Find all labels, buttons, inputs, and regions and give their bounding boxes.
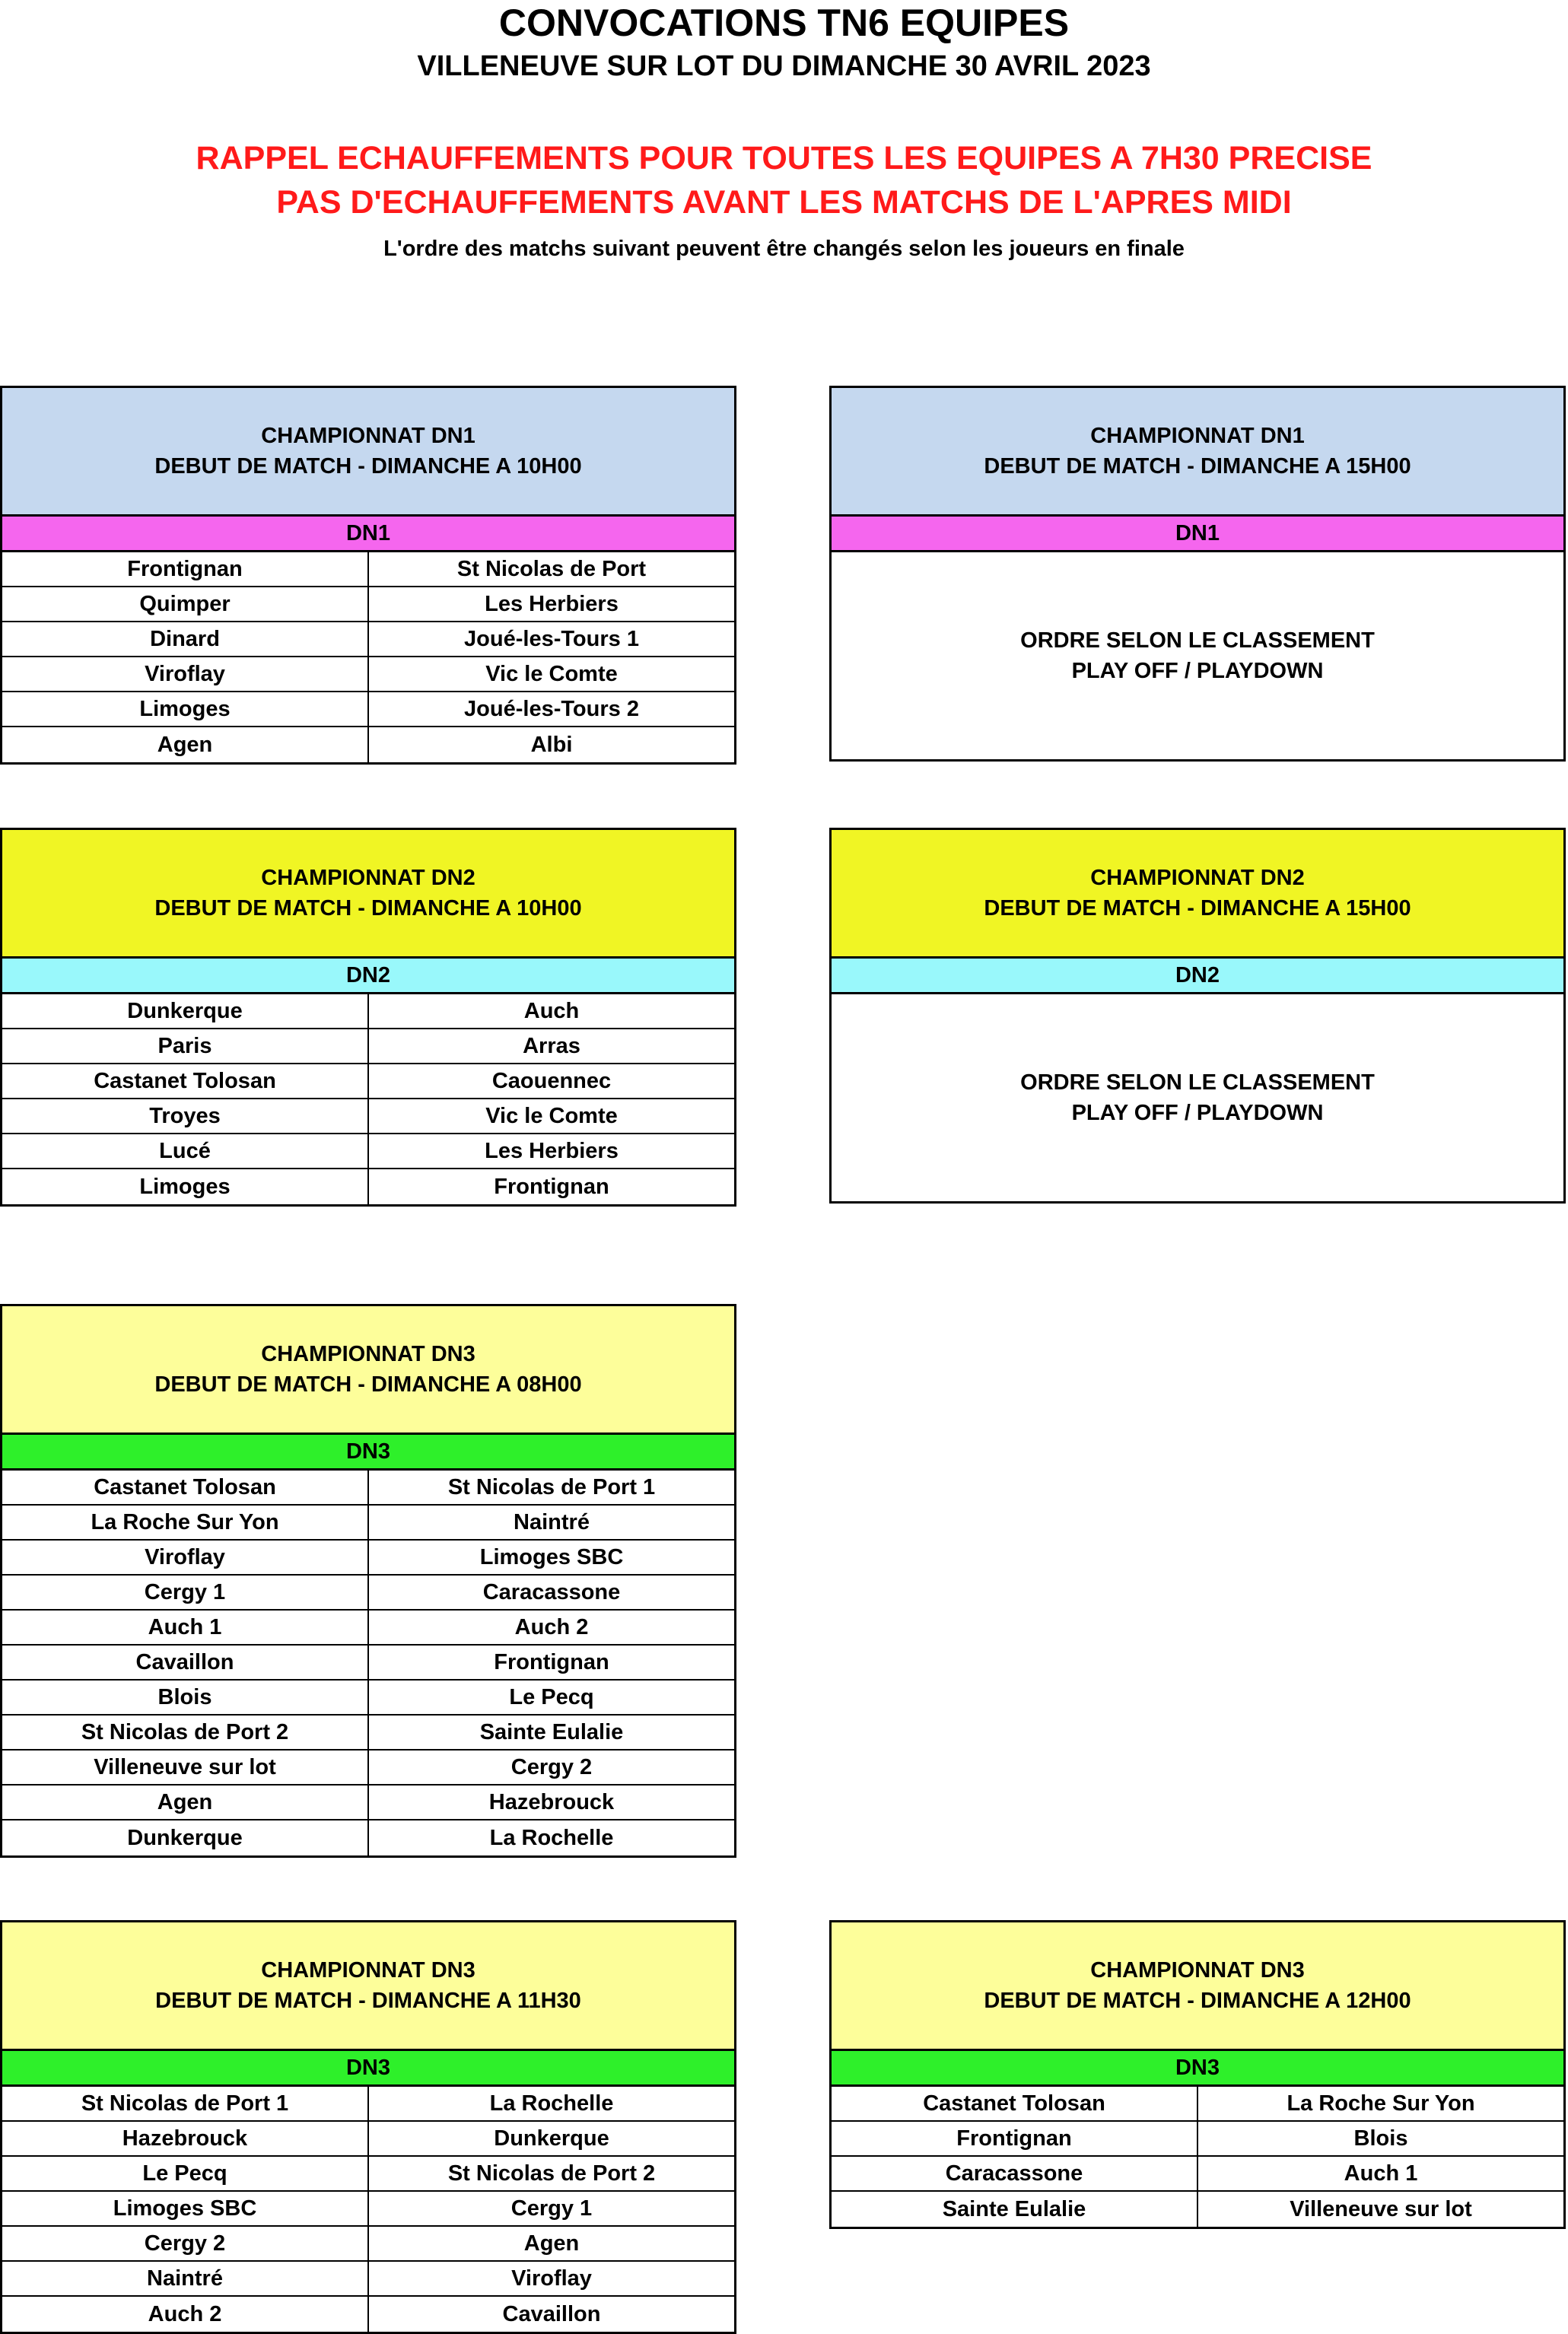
away-team: St Nicolas de Port 1: [447, 1474, 656, 1499]
dn2-10h00-block: [0, 828, 736, 1207]
away-team: Auch 2: [514, 1614, 589, 1639]
match-row: [2, 1134, 734, 1169]
match-row: [2, 2262, 734, 2297]
home-team: Sainte Eulalie: [832, 2192, 1198, 2227]
home-team: Blois: [2, 1681, 369, 1714]
away-team: St Nicolas de Port 2: [447, 2161, 656, 2186]
match-row: [2, 1785, 734, 1820]
away-team: Caracassone: [482, 1579, 621, 1604]
home-team: Hazebrouck: [2, 2122, 369, 2155]
block-header: [2, 1306, 734, 1435]
playoff-line: PLAY OFF / PLAYDOWN: [1071, 1101, 1324, 1125]
away-team: Les Herbiers: [485, 1138, 619, 1163]
home-team: Lucé: [2, 1134, 369, 1168]
match-table: [2, 994, 734, 1204]
match-row: [2, 692, 734, 727]
away-team: Caouennec: [491, 1068, 612, 1093]
order-line: ORDRE SELON LE CLASSEMENT: [1020, 1070, 1375, 1095]
home-team: Limoges: [2, 692, 369, 726]
away-team: Hazebrouck: [488, 1789, 615, 1814]
match-row: [2, 1646, 734, 1681]
match-row: [2, 1471, 734, 1506]
match-row: [2, 1820, 734, 1855]
dn1-15h00-block: [829, 386, 1566, 762]
home-team: Castanet Tolosan: [2, 1471, 369, 1504]
home-team: Frontignan: [832, 2122, 1198, 2155]
match-row: [2, 2087, 734, 2122]
match-row: [2, 2122, 734, 2157]
away-team: Vic le Comte: [485, 1103, 618, 1128]
match-row: [2, 1029, 734, 1064]
block-header: [832, 830, 1563, 959]
away-team: Le Pecq: [509, 1684, 594, 1709]
match-row: [2, 587, 734, 622]
match-row: [832, 2157, 1563, 2192]
away-team: Auch 1: [1344, 2161, 1418, 2186]
match-row: [2, 1541, 734, 1576]
home-team: Naintré: [2, 2262, 369, 2295]
home-team: Troyes: [2, 1099, 369, 1133]
championship-title: CHAMPIONNAT DN1: [261, 424, 475, 448]
away-team: Dunkerque: [494, 2126, 609, 2151]
away-team: Joué-les-Tours 2: [464, 696, 639, 721]
match-row: [2, 657, 734, 692]
match-row: [832, 2192, 1563, 2227]
home-team: Agen: [2, 727, 369, 762]
match-row: [2, 1611, 734, 1646]
home-team: Viroflay: [2, 1541, 369, 1574]
home-team: Dunkerque: [2, 1820, 369, 1855]
match-row: [2, 1169, 734, 1204]
home-team: Castanet Tolosan: [832, 2087, 1198, 2120]
away-team: Blois: [1353, 2126, 1408, 2151]
match-start-time: DEBUT DE MATCH - DIMANCHE A 15H00: [984, 454, 1411, 479]
division-band: DN2: [832, 959, 1563, 994]
home-team: Caracassone: [832, 2157, 1198, 2190]
no-warmup-afternoon-notice: PAS D'ECHAUFFEMENTS AVANT LES MATCHS DE L'APRES MIDI: [276, 184, 1292, 221]
away-team: La Roche Sur Yon: [1287, 2091, 1475, 2116]
division-band: DN3: [2, 2051, 734, 2087]
block-header: [832, 388, 1563, 517]
home-team: La Roche Sur Yon: [2, 1506, 369, 1539]
home-team: Cergy 2: [2, 2227, 369, 2260]
home-team: Castanet Tolosan: [2, 1064, 369, 1098]
match-row: [2, 2227, 734, 2262]
away-team: Frontignan: [494, 1174, 609, 1199]
home-team: Dunkerque: [2, 994, 369, 1028]
page-title: CONVOCATIONS TN6 EQUIPES: [498, 2, 1070, 44]
home-team: St Nicolas de Port 2: [2, 1716, 369, 1749]
championship-title: CHAMPIONNAT DN3: [261, 1342, 475, 1366]
match-row: [2, 994, 734, 1029]
page-subtitle: VILLENEUVE SUR LOT DU DIMANCHE 30 AVRIL 2023: [417, 50, 1151, 82]
match-start-time: DEBUT DE MATCH - DIMANCHE A 08H00: [154, 1372, 582, 1397]
match-row: [2, 727, 734, 762]
away-team: Villeneuve sur lot: [1290, 2196, 1472, 2221]
away-team: Les Herbiers: [485, 591, 619, 616]
match-row: [2, 2192, 734, 2227]
match-row: [2, 1681, 734, 1716]
away-team: Joué-les-Tours 1: [464, 626, 639, 651]
match-row: [2, 622, 734, 657]
home-team: Cavaillon: [2, 1646, 369, 1679]
championship-title: CHAMPIONNAT DN3: [1090, 1958, 1305, 1983]
order-line: ORDRE SELON LE CLASSEMENT: [1020, 628, 1375, 653]
match-table: [832, 2087, 1563, 2227]
playoff-line: PLAY OFF / PLAYDOWN: [1071, 659, 1324, 683]
home-team: Auch 2: [2, 2297, 369, 2332]
home-team: Paris: [2, 1029, 369, 1063]
match-table: [2, 552, 734, 762]
away-team: Arras: [523, 1033, 580, 1058]
block-header: [2, 1922, 734, 2051]
away-team: Vic le Comte: [485, 661, 618, 686]
away-team: Cavaillon: [502, 2301, 601, 2326]
away-team: Agen: [523, 2231, 580, 2256]
match-start-time: DEBUT DE MATCH - DIMANCHE A 12H00: [984, 1989, 1411, 2013]
home-team: Viroflay: [2, 657, 369, 691]
match-table: [2, 2087, 734, 2332]
dn3-12h00-block: [829, 1920, 1566, 2229]
away-team: Cergy 1: [510, 2196, 593, 2221]
match-row: [2, 1506, 734, 1541]
home-team: Auch 1: [2, 1611, 369, 1644]
match-start-time: DEBUT DE MATCH - DIMANCHE A 11H30: [155, 1989, 581, 2013]
division-band: DN2: [2, 959, 734, 994]
order-by-ranking-note: [832, 994, 1563, 1201]
match-row: [2, 2297, 734, 2332]
division-band: DN1: [832, 517, 1563, 552]
championship-title: CHAMPIONNAT DN1: [1090, 424, 1305, 448]
match-row: [2, 2157, 734, 2192]
home-team: Limoges SBC: [2, 2192, 369, 2225]
match-row: [2, 1750, 734, 1785]
home-team: Frontignan: [2, 552, 369, 586]
match-start-time: DEBUT DE MATCH - DIMANCHE A 10H00: [154, 896, 582, 921]
away-team: Frontignan: [494, 1649, 609, 1674]
away-team: Albi: [530, 732, 573, 757]
home-team: Cergy 1: [2, 1576, 369, 1609]
championship-title: CHAMPIONNAT DN2: [261, 866, 475, 890]
championship-title: CHAMPIONNAT DN2: [1090, 866, 1305, 890]
match-row: [2, 1716, 734, 1750]
division-band: DN3: [2, 1435, 734, 1471]
match-row: [2, 1099, 734, 1134]
block-header: [2, 830, 734, 959]
match-row: [2, 1576, 734, 1611]
away-team: Auch: [523, 998, 580, 1023]
home-team: Le Pecq: [2, 2157, 369, 2190]
division-band: DN1: [2, 517, 734, 552]
away-team: Viroflay: [511, 2266, 592, 2291]
away-team: Cergy 2: [510, 1754, 593, 1779]
dn3-11h30-block: [0, 1920, 736, 2334]
away-team: La Rochelle: [489, 1825, 614, 1850]
order-by-ranking-note: [832, 552, 1563, 759]
match-row: [832, 2122, 1563, 2157]
home-team: Villeneuve sur lot: [2, 1750, 369, 1784]
block-header: [2, 388, 734, 517]
division-band: DN3: [832, 2051, 1563, 2087]
dn3-08h00-block: [0, 1304, 736, 1858]
dn1-10h00-block: [0, 386, 736, 765]
home-team: St Nicolas de Port 1: [2, 2087, 369, 2120]
match-row: [2, 552, 734, 587]
home-team: Limoges: [2, 1169, 369, 1204]
order-change-note: L'ordre des matchs suivant peuvent être changés selon les joueurs en finale: [383, 237, 1185, 261]
away-team: St Nicolas de Port: [456, 556, 647, 581]
match-row: [2, 1064, 734, 1099]
match-start-time: DEBUT DE MATCH - DIMANCHE A 15H00: [984, 896, 1411, 921]
match-row: [832, 2087, 1563, 2122]
block-header: [832, 1922, 1563, 2051]
home-team: Dinard: [2, 622, 369, 656]
warmup-reminder: RAPPEL ECHAUFFEMENTS POUR TOUTES LES EQUIPES A 7H30 PRECISE: [196, 140, 1372, 176]
away-team: La Rochelle: [489, 2091, 614, 2116]
away-team: Naintré: [514, 1509, 590, 1534]
dn2-15h00-block: [829, 828, 1566, 1204]
home-team: Agen: [2, 1785, 369, 1819]
away-team: Sainte Eulalie: [479, 1719, 624, 1744]
away-team: Limoges SBC: [479, 1544, 624, 1569]
match-table: [2, 1471, 734, 1855]
home-team: Quimper: [2, 587, 369, 621]
match-start-time: DEBUT DE MATCH - DIMANCHE A 10H00: [154, 454, 582, 479]
championship-title: CHAMPIONNAT DN3: [261, 1958, 475, 1983]
